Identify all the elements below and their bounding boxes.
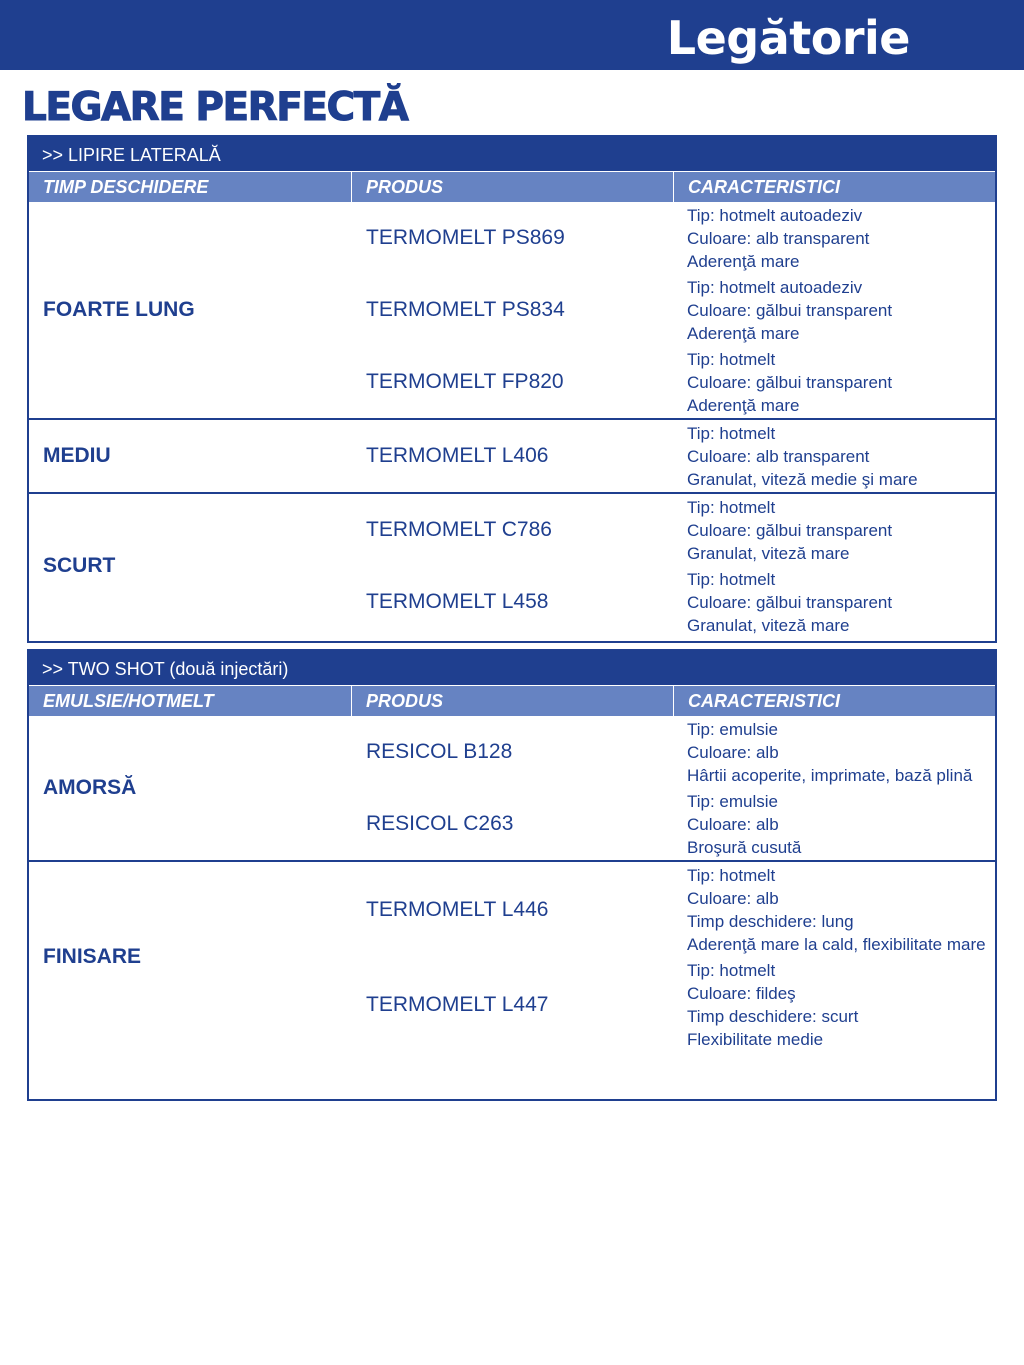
section-lipire-laterala	[27, 135, 997, 643]
characteristic-line: Tip: hotmelt	[687, 498, 776, 517]
group-list	[29, 716, 995, 1052]
product-name: RESICOL B128	[366, 740, 513, 763]
characteristic-line: Culoare: alb	[687, 743, 779, 762]
characteristic-line: Aderenţă mare	[687, 252, 800, 271]
characteristic-line: Culoare: gălbui transparent	[687, 373, 893, 392]
column-header-row	[29, 685, 995, 716]
characteristic-line: Culoare: alb	[687, 815, 779, 834]
characteristic-line: Aderenţă mare	[687, 396, 800, 415]
product-characteristics	[673, 346, 995, 418]
header-title: Legătorie	[666, 11, 910, 65]
section-title: >> TWO SHOT (două injectări)	[29, 651, 995, 685]
group	[29, 492, 995, 638]
product-name: RESICOL C263	[366, 812, 514, 835]
column-header-row	[29, 171, 995, 202]
product-name: TERMOMELT L447	[366, 992, 549, 1016]
characteristic-line: Culoare: alb transparent	[687, 229, 870, 248]
characteristic-line: Tip: hotmelt	[687, 350, 776, 369]
characteristic-line: Tip: hotmelt	[687, 424, 776, 443]
product-characteristics	[673, 716, 995, 788]
product-rows	[351, 420, 995, 492]
characteristic-line: Culoare: gălbui transparent	[687, 593, 893, 612]
product-name: TERMOMELT FP820	[366, 370, 564, 393]
product-row	[351, 566, 995, 638]
group	[29, 418, 995, 492]
characteristic-line: Culoare: gălbui transparent	[687, 301, 893, 320]
product-row	[351, 788, 995, 860]
product-rows	[351, 716, 995, 860]
characteristic-line: Broşură cusută	[687, 838, 802, 857]
section-title: >> LIPIRE LATERALĂ	[29, 137, 995, 171]
column-header-emulsie: EMULSIE/HOTMELT	[43, 691, 214, 711]
characteristic-line: Culoare: alb transparent	[687, 447, 870, 466]
group-label: SCURT	[43, 554, 116, 577]
characteristic-line: Aderenţă mare	[687, 324, 800, 343]
group-label: MEDIU	[43, 444, 111, 467]
product-name: TERMOMELT C786	[366, 518, 552, 541]
product-name: TERMOMELT L446	[366, 897, 549, 921]
characteristic-line: Aderenţă mare la cald, flexibilitate mare	[687, 935, 986, 954]
product-rows	[351, 494, 995, 638]
characteristic-line: Flexibilitate medie	[687, 1030, 824, 1049]
product-rows	[351, 862, 995, 1052]
characteristic-line: Culoare: alb	[687, 889, 779, 908]
section-two-shot	[27, 649, 997, 1101]
product-characteristics	[673, 274, 995, 346]
characteristic-line: Culoare: fildeş	[687, 984, 796, 1003]
characteristic-line: Tip: hotmelt autoadeziv	[687, 278, 863, 297]
column-header-timp: TIMP DESCHIDERE	[43, 177, 209, 197]
product-characteristics	[673, 202, 995, 274]
characteristic-line: Granulat, viteză mare	[687, 544, 850, 563]
column-header-caracteristici: CARACTERISTICI	[673, 686, 995, 716]
product-row	[351, 716, 995, 788]
column-header-caracteristici: CARACTERISTICI	[673, 172, 995, 202]
characteristic-line: Granulat, viteză mare	[687, 616, 850, 635]
product-row	[351, 202, 995, 274]
product-characteristics	[673, 957, 995, 1052]
characteristic-line: Tip: hotmelt autoadeziv	[687, 206, 863, 225]
product-name: TERMOMELT L458	[366, 590, 549, 613]
product-name: TERMOMELT PS834	[366, 298, 565, 321]
group-label: FOARTE LUNG	[43, 298, 195, 321]
product-characteristics	[673, 566, 995, 638]
group-label: FINISARE	[43, 945, 142, 968]
characteristic-line: Granulat, viteză medie şi mare	[687, 470, 918, 489]
characteristic-line: Timp deschidere: scurt	[687, 1007, 859, 1026]
group-list	[29, 202, 995, 638]
product-row	[351, 494, 995, 566]
group	[29, 202, 995, 418]
page-title: LEGARE PERFECTĂ	[22, 85, 408, 130]
characteristic-line: Tip: emulsie	[687, 792, 779, 811]
characteristic-line: Tip: hotmelt	[687, 866, 776, 885]
product-row	[351, 862, 995, 957]
product-characteristics	[673, 788, 995, 860]
product-name: TERMOMELT L406	[366, 444, 549, 467]
characteristic-line: Tip: hotmelt	[687, 961, 776, 980]
column-header-produs: PRODUS	[351, 686, 673, 716]
characteristic-line: Hârtii acoperite, imprimate, bază plină	[687, 766, 973, 785]
product-characteristics	[673, 494, 995, 566]
group	[29, 860, 995, 1052]
product-rows	[351, 202, 995, 418]
column-header-produs: PRODUS	[351, 172, 673, 202]
characteristic-line: Culoare: gălbui transparent	[687, 521, 893, 540]
group-label: AMORSĂ	[43, 776, 137, 799]
characteristic-line: Tip: hotmelt	[687, 570, 776, 589]
product-name: TERMOMELT PS869	[366, 226, 565, 249]
group	[29, 716, 995, 860]
characteristic-line: Tip: emulsie	[687, 720, 779, 739]
product-characteristics	[673, 420, 995, 492]
product-row	[351, 346, 995, 418]
header-bar	[0, 0, 1024, 70]
product-characteristics	[673, 862, 995, 957]
product-row	[351, 957, 995, 1052]
product-row	[351, 420, 995, 492]
characteristic-line: Timp deschidere: lung	[687, 912, 854, 931]
product-row	[351, 274, 995, 346]
